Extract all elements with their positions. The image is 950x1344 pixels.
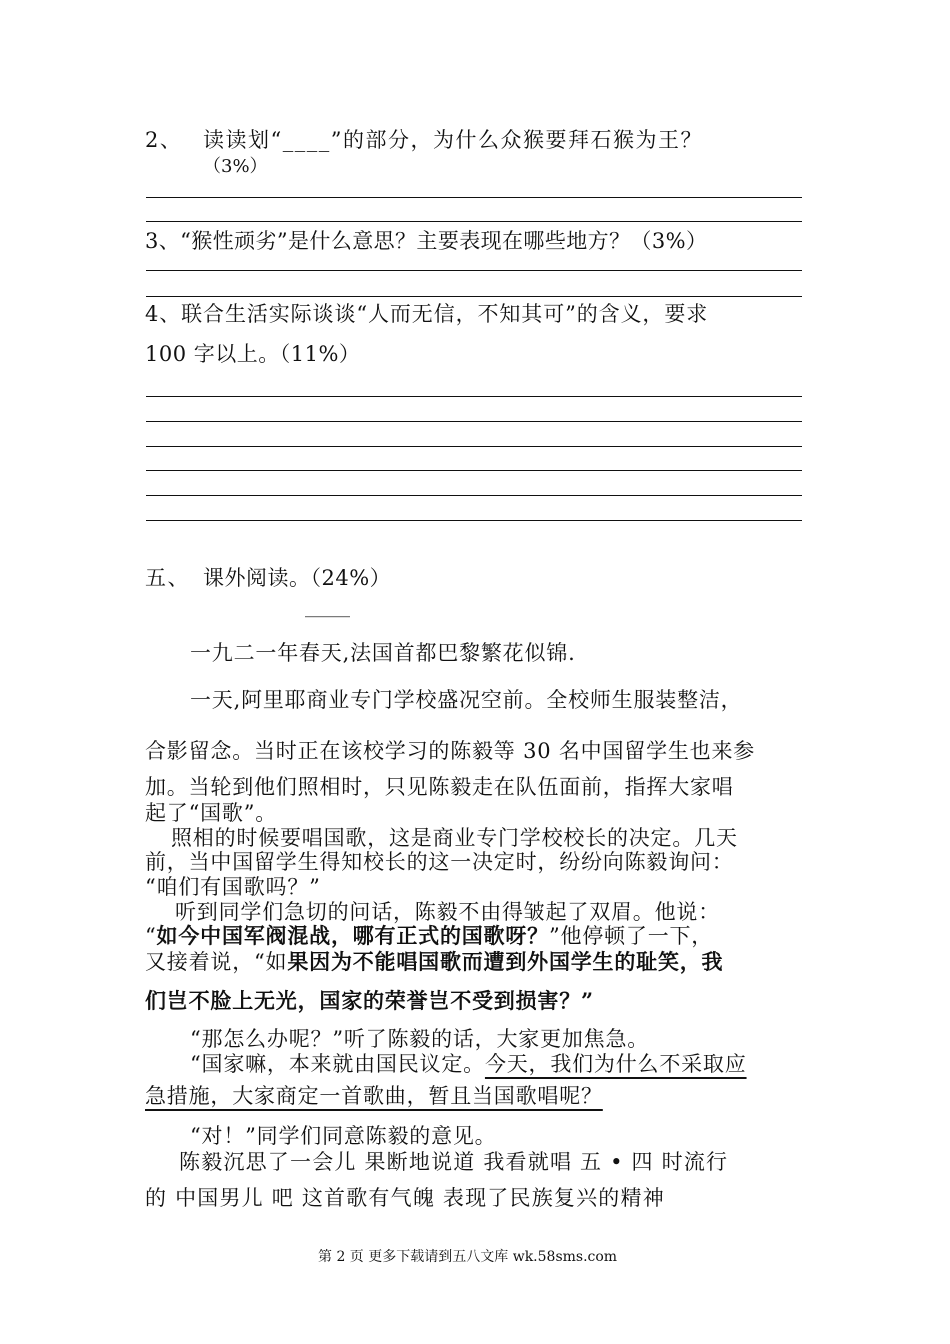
passage-p4-line3	[145, 946, 723, 976]
plain-text: “国家嘛，本来就由国民议定。	[190, 1052, 485, 1076]
answer-line	[146, 421, 802, 422]
q2-text-after: ”的部分，为什么众猴要拜石猴为王？	[330, 128, 703, 152]
q2-text-before: 读读划“	[203, 128, 283, 152]
q2-points: （3%）	[203, 156, 268, 177]
underlined-text: 今天，我们为什么不采取应	[484, 1052, 747, 1076]
section5-number: 五、	[145, 566, 190, 590]
page-footer: 第 2 页 更多下载请到五八文库 wk.58sms.com	[318, 1249, 618, 1265]
passage-p6-line1	[190, 1048, 747, 1078]
passage-p5: “那怎么办呢？”听了陈毅的话，大家更加焦急。	[190, 1027, 650, 1051]
q2-blank: ____	[282, 128, 331, 152]
answer-line	[146, 396, 802, 397]
passage-p3-line2: 前，当中国留学生得知校长的这一决定时，纷纷向陈毅询问：	[145, 850, 734, 874]
passage-p2-line3: 加。当轮到他们照相时，只见陈毅走在队伍面前，指挥大家唱	[145, 775, 734, 799]
passage-p4-line4: 们岂不脸上无光，国家的荣誉岂不受到损害？”	[145, 988, 594, 1013]
answer-line	[146, 470, 802, 471]
plain-text: 又接着说，“如	[145, 950, 288, 974]
q2-question	[203, 124, 703, 154]
passage-title-blank: _____	[305, 597, 350, 618]
answer-line	[146, 520, 802, 521]
answer-line	[146, 446, 802, 447]
answer-line	[146, 270, 802, 271]
bold-text: 如今中国军阀混战，哪有正式的国歌呀？	[156, 923, 549, 948]
plain-text: ”他停顿了一下，	[548, 924, 714, 948]
passage-p7: “对！”同学们同意陈毅的意见。	[190, 1124, 497, 1148]
open-quote: “	[145, 924, 157, 948]
answer-line	[146, 495, 802, 496]
passage-p1: 一九二一年春天,法国首都巴黎繁花似锦.	[190, 641, 576, 665]
answer-line	[146, 197, 802, 198]
q2-number: 2、	[145, 128, 183, 152]
passage-p6-line2: 急措施，大家商定一首歌曲，暂且当国歌唱呢？	[145, 1084, 603, 1108]
passage-p3-line3: “咱们有国歌吗？”	[145, 875, 321, 899]
bold-text: 果因为不能唱国歌而遭到外国学生的耻笑，我	[287, 949, 724, 974]
passage-p2-line4: 起了“国歌”。	[145, 801, 278, 825]
passage-p3-line1: 照相的时候要唱国歌，这是商业专门学校校长的决定。几天	[171, 826, 738, 850]
passage-p8-line2: 的 中国男儿 吧 这首歌有气魄 表现了民族复兴的精神	[145, 1186, 665, 1210]
answer-line	[146, 221, 802, 222]
q4-line2: 100 字以上。（11%）	[145, 342, 361, 366]
passage-p2-line1: 一天,阿里耶商业专门学校盛况空前。全校师生服装整洁，	[190, 688, 743, 712]
passage-p4-line1: 听到同学们急切的问话，陈毅不由得皱起了双眉。他说：	[175, 900, 720, 924]
q3-text: 3、“猴性顽劣”是什么意思？主要表现在哪些地方？（3%）	[145, 229, 708, 253]
passage-p8-line1: 陈毅沉思了一会儿 果断地说道 我看就唱 五 • 四 时流行	[179, 1150, 729, 1174]
q4-line1: 4、联合生活实际谈谈“人而无信，不知其可”的含义，要求	[145, 302, 709, 326]
answer-line	[146, 296, 802, 297]
section5-title: 课外阅读。（24%）	[203, 566, 392, 590]
passage-p2-line2: 合影留念。当时正在该校学习的陈毅等 30 名中国留学生也来参	[145, 739, 756, 763]
